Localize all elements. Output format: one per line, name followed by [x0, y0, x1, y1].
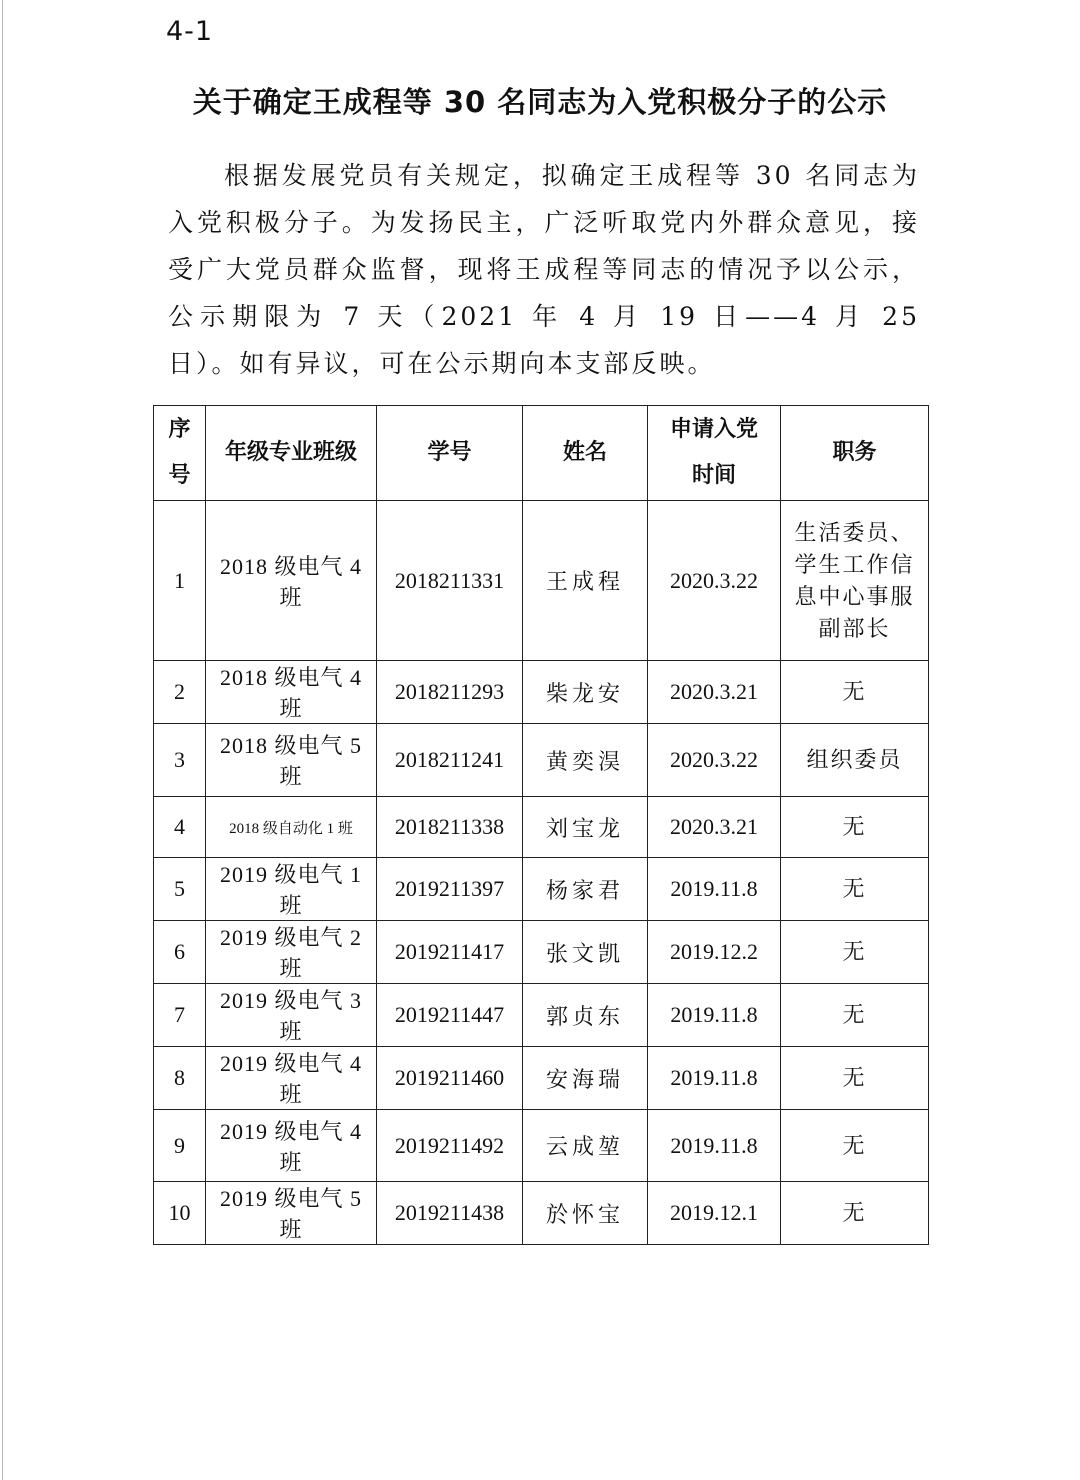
table-row	[154, 661, 929, 724]
row-role	[781, 501, 929, 661]
row-student-id: 2019211447	[377, 984, 523, 1047]
table-row	[154, 1047, 929, 1110]
page-left-edge	[2, 0, 3, 1480]
notice-body	[168, 152, 920, 387]
row-index: 3	[154, 724, 206, 797]
row-class: 2018 级自动化 1 班	[206, 797, 377, 858]
row-student-id: 2019211397	[377, 858, 523, 921]
row-student-id: 2018211338	[377, 797, 523, 858]
row-student-id: 2018211241	[377, 724, 523, 797]
row-index: 4	[154, 797, 206, 858]
row-role: 组织委员	[781, 724, 929, 797]
row-apply-time: 2019.11.8	[648, 984, 781, 1047]
table-row	[154, 858, 929, 921]
header-name: 姓名	[523, 406, 648, 501]
row-role: 无	[781, 797, 929, 858]
row-class: 2018 级电气 5 班	[206, 724, 377, 797]
row-apply-time: 2020.3.22	[648, 501, 781, 661]
row-apply-time: 2019.12.1	[648, 1182, 781, 1245]
row-name: 柴龙安	[523, 661, 648, 724]
row-class: 2018 级电气 4 班	[206, 501, 377, 661]
row-index: 9	[154, 1110, 206, 1182]
row-index: 6	[154, 921, 206, 984]
row-student-id: 2019211492	[377, 1110, 523, 1182]
row-role: 无	[781, 1047, 929, 1110]
table-row	[154, 797, 929, 858]
row-student-id: 2018211331	[377, 501, 523, 661]
row-role: 无	[781, 661, 929, 724]
row-index: 2	[154, 661, 206, 724]
table-row	[154, 1110, 929, 1182]
row-name: 刘宝龙	[523, 797, 648, 858]
row-name: 张文凯	[523, 921, 648, 984]
header-apply-time	[648, 406, 781, 501]
row-role: 无	[781, 1182, 929, 1245]
table-row	[154, 501, 929, 661]
row-role: 无	[781, 921, 929, 984]
row-name: 於怀宝	[523, 1182, 648, 1245]
table-row	[154, 921, 929, 984]
row-role-text: 生活委员、学生工作信息中心事服副部长	[794, 519, 915, 641]
header-apply-time-label: 申请入党时间	[669, 417, 758, 488]
header-index-label: 序号	[168, 417, 191, 488]
row-class: 2019 级电气 1 班	[206, 858, 377, 921]
row-apply-time: 2019.12.2	[648, 921, 781, 984]
row-apply-time: 2019.11.8	[648, 858, 781, 921]
row-name: 杨家君	[523, 858, 648, 921]
page-label: 4-1	[166, 16, 214, 47]
row-class: 2019 级电气 4 班	[206, 1110, 377, 1182]
row-apply-time: 2020.3.21	[648, 661, 781, 724]
row-index: 8	[154, 1047, 206, 1110]
row-apply-time: 2019.11.8	[648, 1110, 781, 1182]
row-student-id: 2018211293	[377, 661, 523, 724]
row-student-id: 2019211438	[377, 1182, 523, 1245]
row-name: 安海瑞	[523, 1047, 648, 1110]
row-student-id: 2019211417	[377, 921, 523, 984]
table-row	[154, 984, 929, 1047]
row-name: 云成堃	[523, 1110, 648, 1182]
header-student-id: 学号	[377, 406, 523, 501]
row-class: 2019 级电气 5 班	[206, 1182, 377, 1245]
row-name: 王成程	[523, 501, 648, 661]
row-index: 10	[154, 1182, 206, 1245]
table-header-row	[154, 406, 929, 501]
row-student-id: 2019211460	[377, 1047, 523, 1110]
row-apply-time: 2020.3.21	[648, 797, 781, 858]
candidate-table	[153, 405, 929, 1245]
document-title: 关于确定王成程等 30 名同志为入党积极分子的公示	[192, 85, 888, 119]
row-name: 郭贞东	[523, 984, 648, 1047]
row-apply-time: 2020.3.22	[648, 724, 781, 797]
header-class: 年级专业班级	[206, 406, 377, 501]
row-role: 无	[781, 858, 929, 921]
table-row	[154, 724, 929, 797]
row-apply-time: 2019.11.8	[648, 1047, 781, 1110]
header-role: 职务	[781, 406, 929, 501]
table-row	[154, 1182, 929, 1245]
row-class: 2019 级电气 4 班	[206, 1047, 377, 1110]
row-index: 7	[154, 984, 206, 1047]
row-class: 2018 级电气 4 班	[206, 661, 377, 724]
row-name: 黄奕淏	[523, 724, 648, 797]
row-role: 无	[781, 1110, 929, 1182]
row-index: 1	[154, 501, 206, 661]
row-role: 无	[781, 984, 929, 1047]
row-index: 5	[154, 858, 206, 921]
row-class: 2019 级电气 3 班	[206, 984, 377, 1047]
row-class: 2019 级电气 2 班	[206, 921, 377, 984]
header-index	[154, 406, 206, 501]
notice-paragraph: 根据发展党员有关规定，拟确定王成程等 30 名同志为入党积极分子。为发扬民主，广泛听取党内外群众意见，接受广大党员群众监督，现将王成程等同志的情况予以公示，公示期限为 7 天（2021 年 4 月 19 日——4 月 25 日）。如有异议，可在公示期向本支部反映。	[168, 161, 920, 378]
